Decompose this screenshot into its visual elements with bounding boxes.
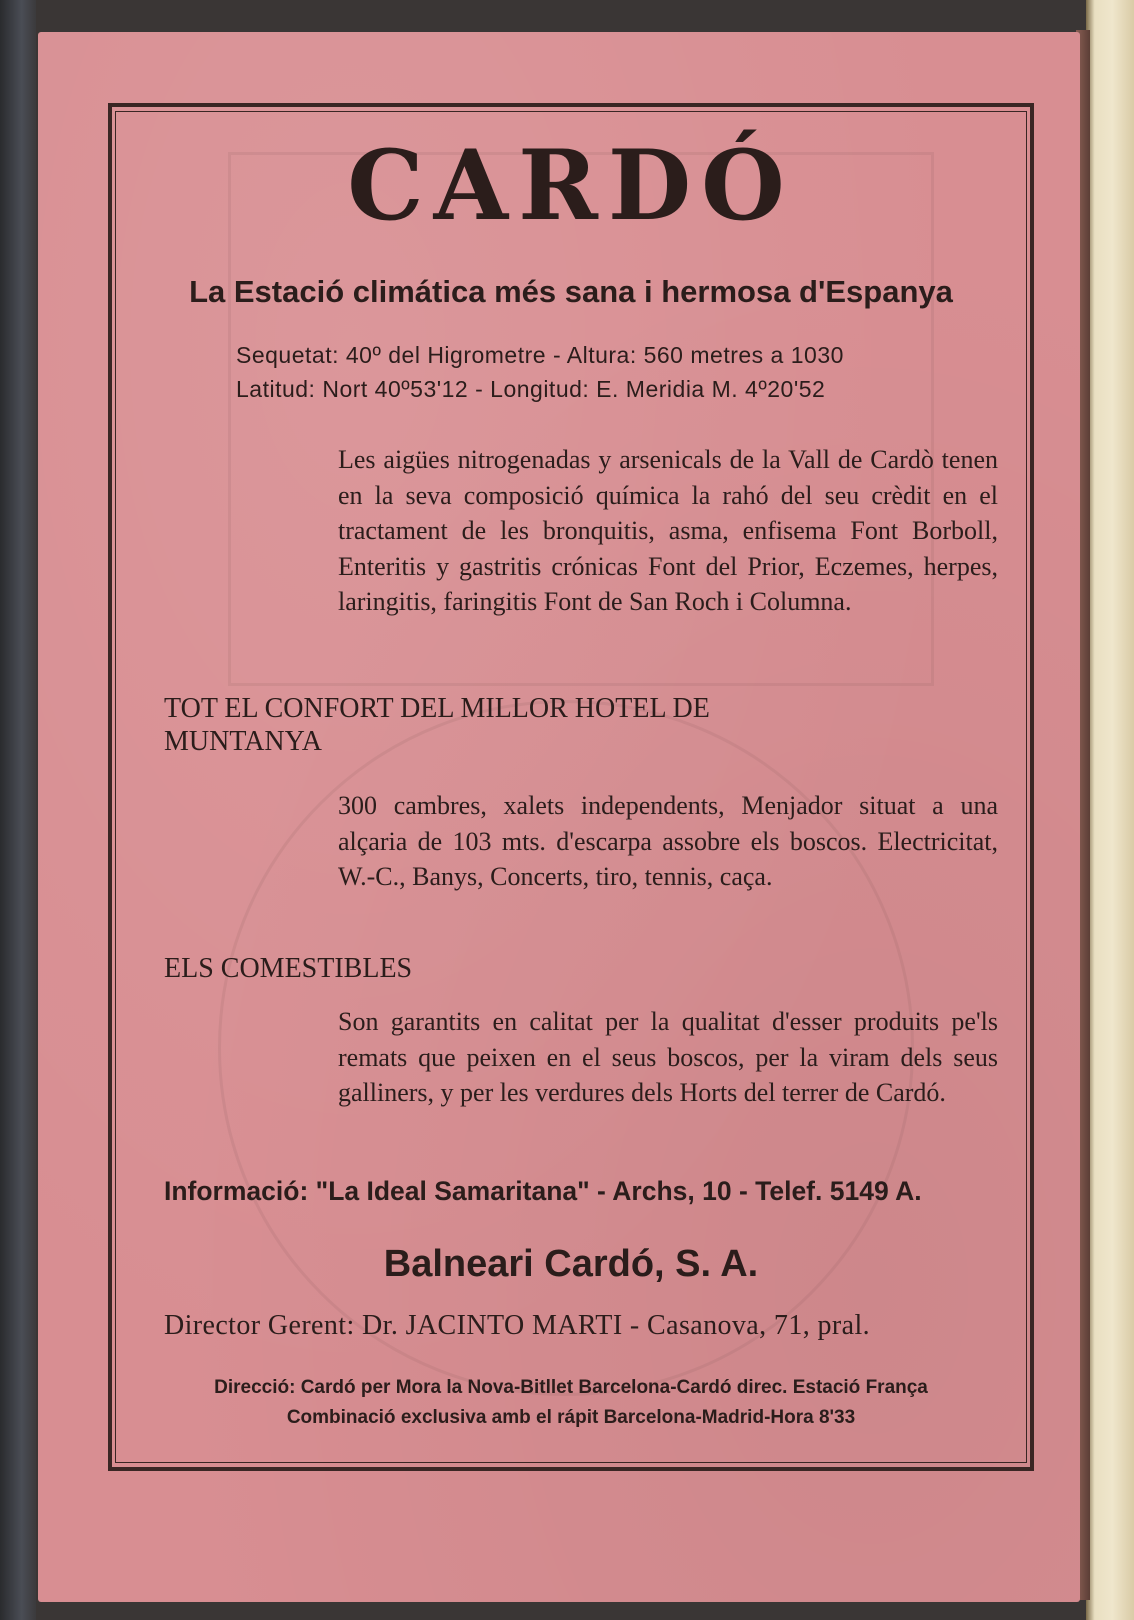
- directions-line: Direcció: Cardó per Mora la Nova-Bitllet Barcelona-Cardó direc. Estació França: [214, 1377, 928, 1398]
- waters-paragraph: Les aigües nitrogenadas y arsenicals de la Vall de Cardò tenen en la seva composició química la rahó del seu crèdit en el tractament de les bronquitis, asma, enfisema Font Borboll, Enteritis y gastritis crónicas Font del Prior, Eczemes, herpes, laringitis, faringitis Font de San Roch i Columna.: [338, 445, 998, 616]
- train-combination-line: Combinació exclusiva amb el rápit Barcelona-Madrid-Hora 8'33: [286, 1407, 856, 1428]
- hotel-heading: TOT EL CONFORT DEL MILLOR HOTEL DE MUNTANYA: [164, 693, 710, 757]
- scan-background-left: [0, 0, 36, 1620]
- food-paragraph: Son garantits en calitat per la qualitat d'esser produits pe'ls remats que peixen en el seus boscos, per la viram dels seus galliners, y per les verdures dels Horts del terrer de Cardó.: [338, 1007, 998, 1107]
- director-line: Director Gerent: Dr. JACINTO MARTI - Casanova, 71, pral.: [164, 1310, 871, 1341]
- food-heading: ELS COMESTIBLES: [164, 953, 413, 984]
- company-name: Balneari Cardó, S. A.: [383, 1243, 759, 1285]
- climate-stats-line: Sequetat: 40º del Higrometre - Altura: 560 metres a 1030: [236, 342, 844, 368]
- information-line: Informació: "La Ideal Samaritana" - Archs, 10 - Telef. 5149 A.: [164, 1176, 922, 1206]
- adjacent-page-edge: [1086, 0, 1134, 1620]
- hotel-paragraph: 300 cambres, xalets independents, Menjador situat a una alçaria de 103 mts. d'escarpa assobre els boscos. Electricitat, W.-C., Banys, Concerts, tiro, tennis, caça.: [338, 791, 998, 891]
- advert-subtitle: La Estació climática més sana i hermosa d'Espanya: [189, 274, 953, 309]
- coordinates-line: Latitud: Nort 40º53'12 - Longitud: E. Meridia M. 4º20'52: [236, 376, 826, 402]
- advert-title: CARDÓ: [347, 129, 795, 242]
